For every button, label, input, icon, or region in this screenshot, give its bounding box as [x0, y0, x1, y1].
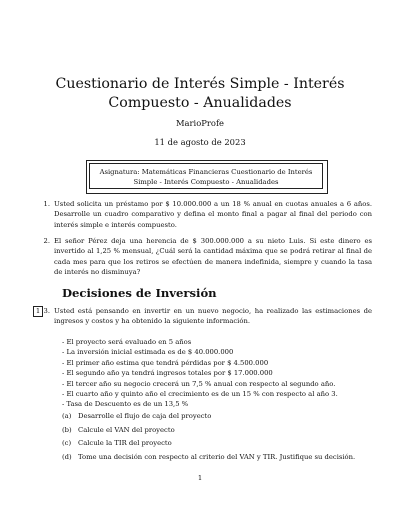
section-badge: 1 — [33, 306, 43, 317]
subquestion-item — [62, 424, 382, 438]
subquestion-label: (a) — [62, 412, 72, 420]
subquestion-item — [62, 451, 382, 465]
question-text: El señor Pérez deja una herencia de $ 300.000.000 a su nieto Luis. Si este dinero es invertido al 1,25 % mensual, ¿Cuál será la cantidad máxima que se podrá retirar al final de cada mes para que los retiros se efectúen de manera indefinida, siempre y cuando la tasa de interés no disminuya? — [54, 237, 372, 277]
subquestion-label: (b) — [62, 425, 72, 434]
list-item: - Tasa de Descuento es de un 13,5 % — [62, 400, 189, 409]
subquestions-list — [62, 410, 382, 464]
question-3 — [38, 306, 376, 330]
list-item: - El cuarto año y quinto año el crecimiento es de un 15 % con respecto al año 3. — [62, 390, 338, 399]
subquestion-text: Desarrolle el flujo de caja del proyecto — [78, 412, 212, 420]
question-number: 2. — [43, 237, 50, 245]
document-date: 11 de agosto de 2023 — [154, 137, 246, 147]
page-number: 1 — [197, 474, 203, 482]
subquestion-text: Calcule el VAN del proyecto — [78, 425, 175, 434]
document-author: MarioProfe — [175, 118, 225, 128]
subquestion-text: Tome una decisión con respecto al criterio del VAN y TIR. Justifique su decisión. — [78, 452, 356, 461]
subquestion-item — [62, 410, 382, 424]
subquestion-label: (d) — [62, 452, 72, 461]
question-2 — [38, 236, 376, 280]
question-number: 1. — [43, 200, 50, 208]
list-item: - El primer año estima que tendrá pérdidas por $ 4.500.000 — [62, 358, 269, 367]
section-title: Decisiones de Inversión — [62, 286, 217, 300]
subquestion-text: Calcule la TIR del proyecto — [78, 439, 172, 448]
question-number: 3. — [43, 307, 50, 315]
list-item: - El segundo año ya tendrá ingresos totales por $ 17.000.000 — [62, 369, 273, 378]
subquestion-item — [62, 437, 382, 451]
document-title: Cuestionario de Interés Simple - Interés Compuesto - Anualidades — [55, 76, 345, 111]
assumptions-list — [62, 337, 382, 410]
list-item: - La inversión inicial estimada es de $ 40.000.000 — [62, 348, 234, 357]
list-item: - El tercer año su negocio crecerá un 7,5 % anual con respecto al segundo año. — [62, 379, 336, 388]
subject-box: Asignatura: Matemáticas Financieras Cuestionario de Interés Simple - Interés Compuesto - Anualidades — [89, 163, 323, 189]
question-1 — [38, 199, 376, 233]
subquestion-label: (c) — [62, 439, 72, 448]
list-item: - El proyecto será evaluado en 5 años — [62, 338, 192, 346]
question-text: Usted solicita un préstamo por $ 10.000.000 a un 18 % anual en cuotas anuales a 6 años. Desarrolle un cuadro comparativo y defina el monto final a pagar al final del periodo con interés simple e interés compuesto. — [54, 200, 372, 229]
question-text: Usted está pensando en invertir en un nuevo negocio, ha realizado las estimaciones de ingresos y costos y ha obtenido la siguiente información. — [54, 307, 372, 326]
